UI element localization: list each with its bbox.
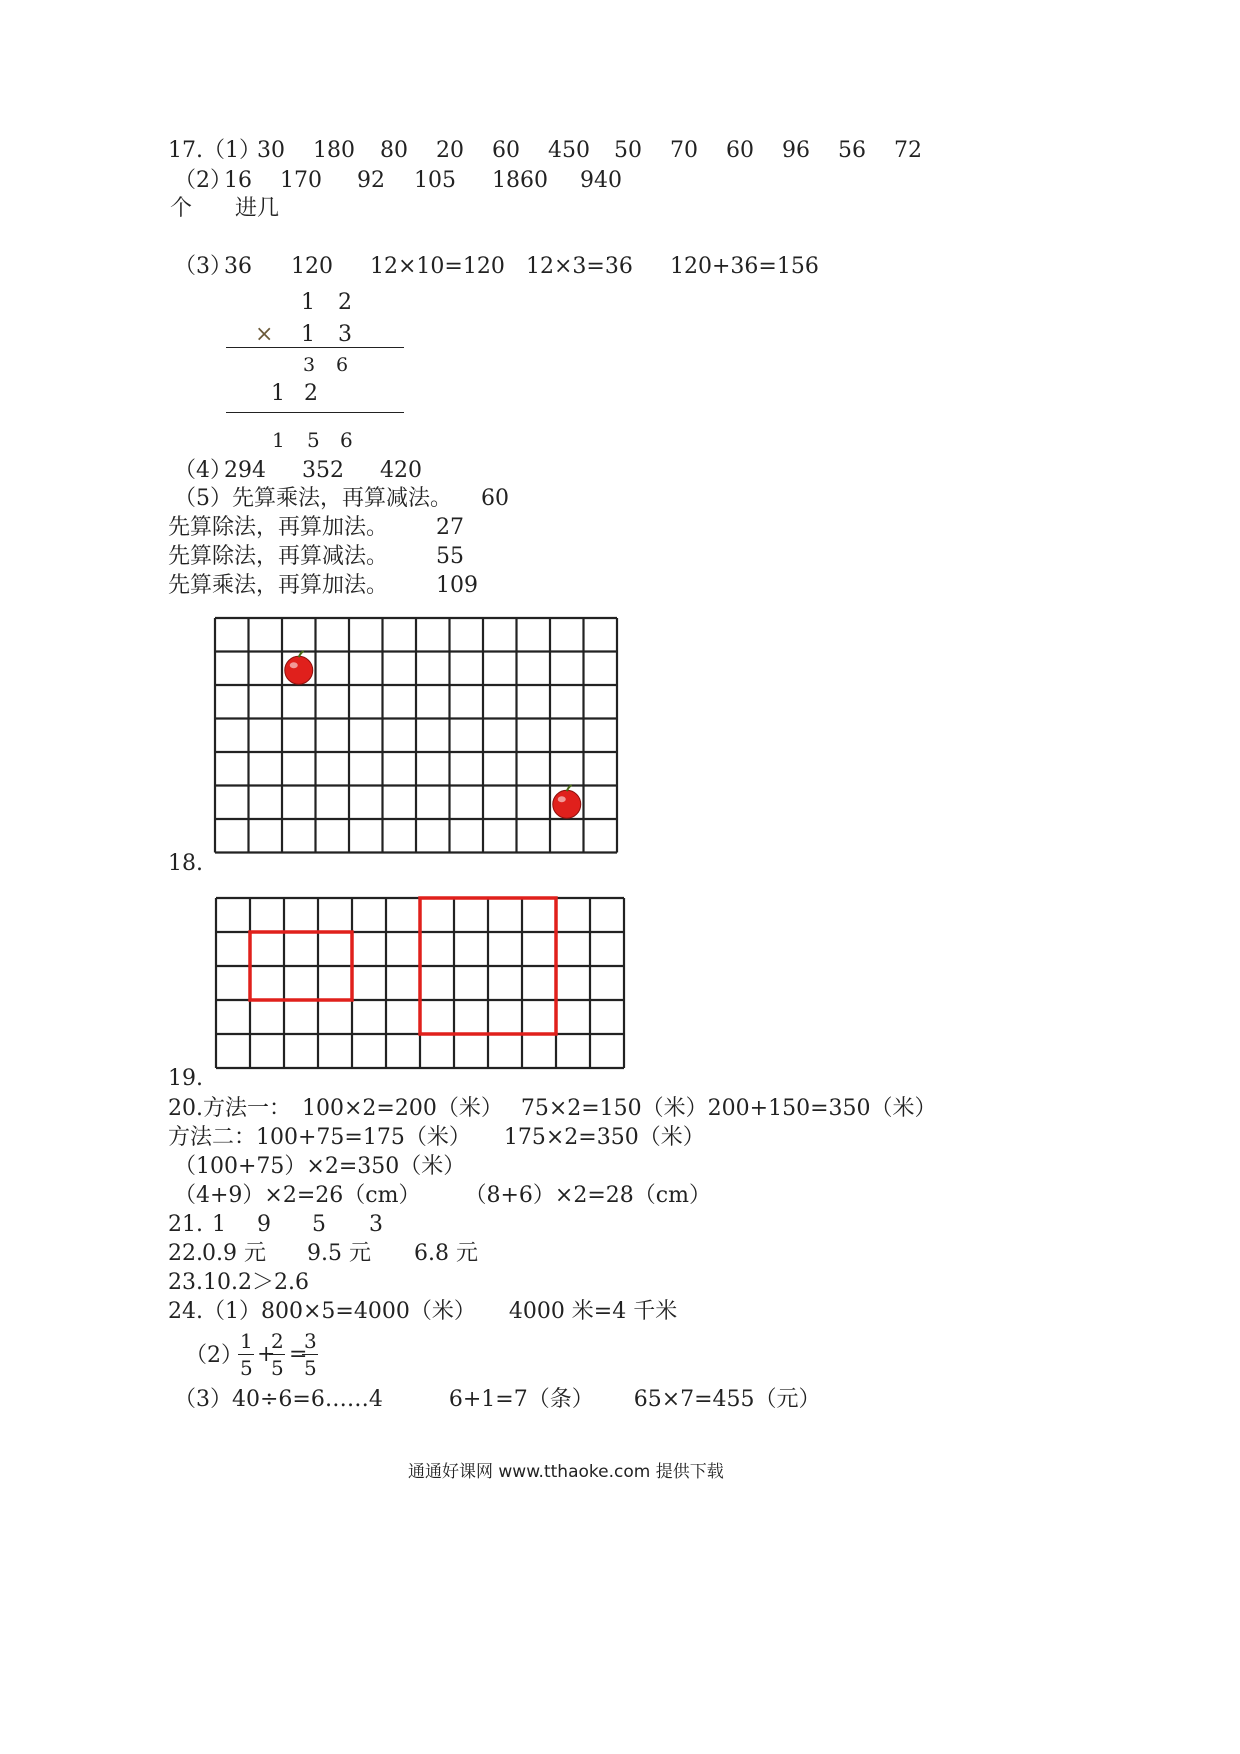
q21-prefix: 21. xyxy=(168,1212,203,1237)
q18-grid xyxy=(212,615,622,867)
answer-value: 6.8 元 xyxy=(414,1241,478,1266)
numerator: 2 xyxy=(271,1329,284,1353)
q17-p2-prefix: （2） xyxy=(174,168,232,193)
q20-line: 方法二：100+75=175（米） 175×2=350（米） xyxy=(168,1125,705,1150)
q24-p3: （3）40÷6=6……4 6+1=7（条） 65×7=455（元） xyxy=(174,1387,821,1412)
q20-line: 20.方法一： 100×2=200（米） 75×2=150（米）200+150=350（米） xyxy=(168,1096,937,1121)
answer-value: 72 xyxy=(894,138,922,163)
answer-value: 92 xyxy=(357,168,385,193)
q19-grid xyxy=(213,895,631,1083)
answer-value: 16 xyxy=(224,168,252,193)
vertical-rule-2 xyxy=(226,412,404,413)
apple-body xyxy=(553,790,581,818)
answer-value: 50 xyxy=(614,138,642,163)
answer-value: 60 xyxy=(726,138,754,163)
apple-icon xyxy=(285,651,313,684)
plus-sign: + xyxy=(257,1342,276,1367)
answer-value: 352 xyxy=(302,458,344,483)
fraction xyxy=(238,1331,255,1378)
answer-value: 420 xyxy=(380,458,422,483)
fraction xyxy=(269,1331,286,1378)
numerator: 3 xyxy=(304,1329,317,1353)
q22-prefix: 22. xyxy=(168,1241,203,1266)
q17-p3-prefix: （3） xyxy=(174,254,232,279)
denominator: 5 xyxy=(304,1356,317,1380)
answer-value: 180 xyxy=(313,138,355,163)
multiply-sign: × xyxy=(255,322,274,347)
apple-body xyxy=(285,656,313,684)
q19-label: 19. xyxy=(168,1066,203,1091)
answer-value: 1 xyxy=(212,1212,226,1237)
answer-value: 120+36=156 xyxy=(670,254,819,279)
answer-value: 56 xyxy=(838,138,866,163)
fraction-bar xyxy=(269,1354,285,1355)
q17-p1-prefix: 17.（1） xyxy=(168,138,261,163)
vertical-rule-1 xyxy=(226,347,404,348)
answer-value: 20 xyxy=(436,138,464,163)
vertical-digit: 1 xyxy=(271,381,285,406)
answer-value: 96 xyxy=(782,138,810,163)
vertical-digit: 2 xyxy=(338,290,352,315)
answer-value: 36 xyxy=(224,254,252,279)
answer-value: 105 xyxy=(414,168,456,193)
vertical-digit: 6 xyxy=(336,354,349,376)
answer-value: 27 xyxy=(436,515,464,540)
answer-value: 109 xyxy=(436,573,478,598)
q24-p2-prefix: （2） xyxy=(185,1343,243,1368)
answer-value: 450 xyxy=(548,138,590,163)
vertical-digit: 1 xyxy=(301,290,315,315)
answer-value: 12×10=120 xyxy=(370,254,505,279)
q17-p5-line: （5）先算乘法，再算减法。 xyxy=(174,486,452,511)
answer-value: 55 xyxy=(436,544,464,569)
answer-value: 60 xyxy=(481,486,509,511)
answer-value: 0.9 元 xyxy=(202,1241,266,1266)
denominator: 5 xyxy=(271,1356,284,1380)
q20-line: （100+75）×2=350（米） xyxy=(174,1154,466,1179)
answer-value: 120 xyxy=(291,254,333,279)
denominator: 5 xyxy=(240,1356,253,1380)
vertical-digit: 1 xyxy=(301,322,315,347)
apple-shine xyxy=(558,796,566,802)
vertical-digit: 6 xyxy=(340,428,353,452)
answer-value: 3 xyxy=(369,1212,383,1237)
vertical-digit: 5 xyxy=(307,428,320,452)
q20-line: （4+9）×2=26（cm） （8+6）×2=28（cm） xyxy=(174,1183,711,1208)
q18-label: 18. xyxy=(168,851,203,876)
answer-value: 60 xyxy=(492,138,520,163)
q17-p4-prefix: （4） xyxy=(174,458,232,483)
vertical-digit: 2 xyxy=(304,381,318,406)
fraction-bar xyxy=(302,1354,318,1355)
vertical-digit: 1 xyxy=(272,428,285,452)
q17-p2-note-b: 进几 xyxy=(235,196,280,221)
fraction xyxy=(302,1331,319,1378)
answer-value: 9 xyxy=(257,1212,271,1237)
answer-value: 5 xyxy=(312,1212,326,1237)
q17-p5-line: 先算除法，再算加法。 xyxy=(168,515,389,540)
q17-p2-note-a: 个 xyxy=(170,196,193,221)
answer-value: 12×3=36 xyxy=(526,254,633,279)
answer-value: 1860 xyxy=(492,168,548,193)
answer-value: 170 xyxy=(280,168,322,193)
answer-value: 294 xyxy=(224,458,266,483)
q24-p1: 24.（1）800×5=4000（米） 4000 米=4 千米 xyxy=(168,1299,678,1324)
answer-value: 80 xyxy=(380,138,408,163)
answer-value: 30 xyxy=(257,138,285,163)
vertical-digit: 3 xyxy=(338,322,352,347)
apple-shine xyxy=(290,662,298,668)
answer-value: 940 xyxy=(580,168,622,193)
q17-p5-line: 先算乘法，再算加法。 xyxy=(168,573,389,598)
equals-sign: = xyxy=(289,1342,308,1367)
footer-credit: 通通好课网 www.tthaoke.com 提供下载 xyxy=(408,1462,724,1482)
q23-line: 23.10.2＞2.6 xyxy=(168,1270,309,1295)
q17-p5-line: 先算除法，再算减法。 xyxy=(168,544,389,569)
fraction-bar xyxy=(238,1354,254,1355)
vertical-digit: 3 xyxy=(303,354,316,376)
apple-icon xyxy=(553,785,581,818)
answer-value: 70 xyxy=(670,138,698,163)
answer-value: 9.5 元 xyxy=(307,1241,371,1266)
numerator: 1 xyxy=(240,1329,253,1353)
